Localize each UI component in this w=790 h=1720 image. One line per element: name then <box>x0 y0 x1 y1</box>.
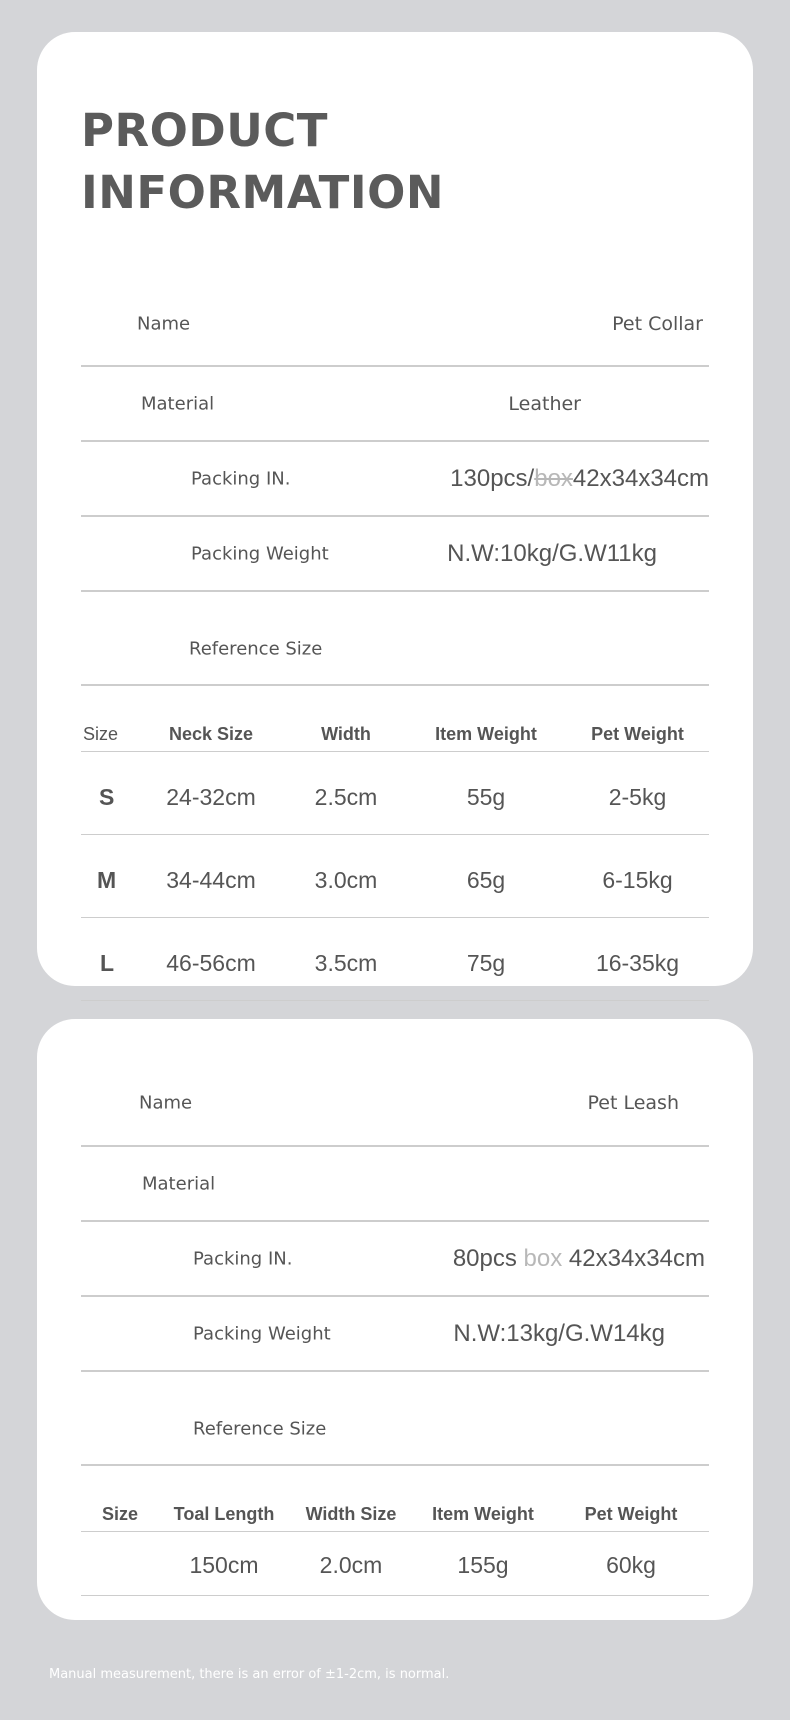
width: 3.0cm <box>286 835 406 918</box>
size-name: M <box>81 835 136 918</box>
col-size-header: Size <box>81 686 136 752</box>
leash-material-row <box>81 1147 709 1222</box>
neck-size: 46-56cm <box>136 918 286 1001</box>
leash-packing-in-row <box>81 1222 709 1297</box>
title-line-1: PRODUCT <box>81 104 329 157</box>
leash-packing-box: box <box>523 1244 563 1272</box>
item-weight: 55g <box>406 752 566 835</box>
leash-packing-count: 80pcs <box>452 1244 524 1272</box>
collar-packing-dimensions: 42x34x34cm <box>572 464 709 492</box>
table-row <box>81 752 709 835</box>
col-item-weight-header: Item Weight <box>406 686 566 752</box>
collar-material-row <box>81 367 709 442</box>
leash-size-table <box>81 1466 709 1596</box>
table-row <box>81 918 709 1001</box>
collar-size-table <box>81 686 709 1001</box>
total-length: 150cm <box>159 1532 289 1596</box>
col-total-length-header: Toal Length <box>159 1466 289 1532</box>
collar-name-row <box>81 282 709 367</box>
leash-size-table-header <box>81 1466 709 1532</box>
collar-packing-count: 130pcs/ <box>450 464 535 492</box>
size-name: S <box>81 752 136 835</box>
collar-material-label: Material <box>141 393 215 414</box>
leash-packing-weight-row <box>81 1297 709 1372</box>
neck-size: 24-32cm <box>136 752 286 835</box>
pet-weight: 16-35kg <box>566 918 709 1001</box>
measurement-footnote: Manual measurement, there is an error of ±1-2cm, is normal. <box>49 1667 450 1682</box>
leash-info-card <box>37 1019 753 1620</box>
collar-size-table-header <box>81 686 709 752</box>
collar-packing-weight-value: N.W:10kg/G.W11kg <box>447 539 657 567</box>
leash-reference-size-label: Reference Size <box>193 1418 327 1440</box>
table-row <box>81 835 709 918</box>
neck-size: 34-44cm <box>136 835 286 918</box>
title-line-2: INFORMATION <box>81 166 445 219</box>
page-title <box>81 100 444 224</box>
collar-name-label: Name <box>137 313 191 334</box>
collar-packing-weight-row <box>81 517 709 592</box>
collar-name-value: Pet Collar <box>612 312 703 335</box>
pet-weight: 6-15kg <box>566 835 709 918</box>
collar-packing-box-struck: box <box>534 464 573 492</box>
leash-name-row <box>81 1060 709 1147</box>
col-item-weight-header: Item Weight <box>413 1466 553 1532</box>
leash-reference-size-row <box>81 1372 709 1466</box>
width-size: 2.0cm <box>289 1532 413 1596</box>
size-name: L <box>81 918 136 1001</box>
width: 2.5cm <box>286 752 406 835</box>
leash-packing-in-label: Packing IN. <box>193 1248 293 1269</box>
leash-packing-weight-value: N.W:13kg/G.W14kg <box>453 1319 665 1347</box>
collar-packing-in-value <box>450 465 709 493</box>
leash-name-label: Name <box>139 1092 193 1113</box>
collar-packing-weight-label: Packing Weight <box>191 543 329 564</box>
collar-reference-size-label: Reference Size <box>189 638 323 660</box>
leash-packing-in-value <box>453 1245 705 1273</box>
table-row <box>81 1532 709 1596</box>
col-pet-weight-header: Pet Weight <box>566 686 709 752</box>
item-weight: 65g <box>406 835 566 918</box>
collar-material-value: Leather <box>508 392 581 415</box>
col-pet-weight-header: Pet Weight <box>553 1466 709 1532</box>
collar-packing-in-row <box>81 442 709 517</box>
col-neck-size-header: Neck Size <box>136 686 286 752</box>
leash-material-label: Material <box>142 1173 216 1194</box>
pet-weight: 60kg <box>553 1532 709 1596</box>
col-width-header: Width <box>286 686 406 752</box>
col-width-size-header: Width Size <box>289 1466 413 1532</box>
item-weight: 155g <box>413 1532 553 1596</box>
col-size-header: Size <box>81 1466 159 1532</box>
collar-reference-size-row <box>81 592 709 686</box>
leash-packing-weight-label: Packing Weight <box>193 1323 331 1344</box>
leash-packing-dimensions: 42x34x34cm <box>562 1244 705 1272</box>
leash-name-value: Pet Leash <box>587 1091 679 1114</box>
item-weight: 75g <box>406 918 566 1001</box>
pet-weight: 2-5kg <box>566 752 709 835</box>
collar-info-card <box>37 32 753 986</box>
width: 3.5cm <box>286 918 406 1001</box>
collar-packing-in-label: Packing IN. <box>191 468 291 489</box>
size-name <box>81 1532 159 1596</box>
